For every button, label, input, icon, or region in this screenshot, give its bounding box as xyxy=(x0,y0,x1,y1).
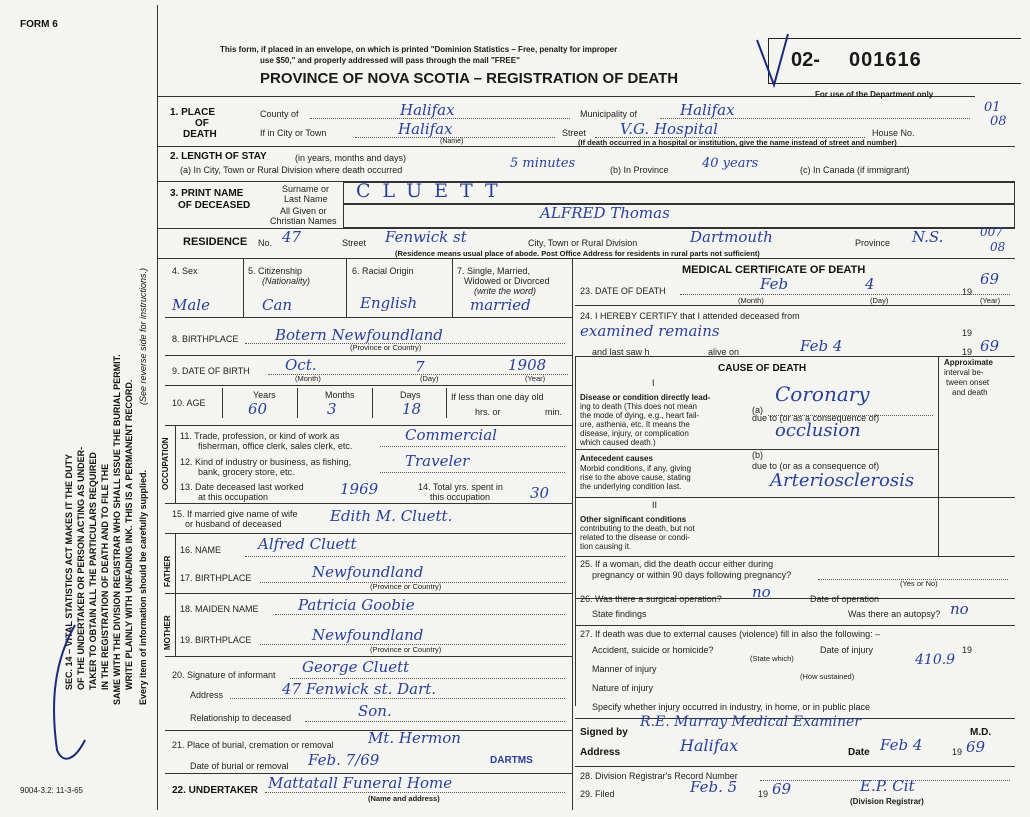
specify-label: Specify whether injury occurred in industry, in home, or in public place xyxy=(592,702,870,712)
age-div-2 xyxy=(372,388,373,418)
interval-label-3: tween onset xyxy=(946,378,990,387)
wife-label-2: or husband of deceased xyxy=(185,519,282,529)
interval-label-1: Approximate xyxy=(944,358,993,367)
form-number: FORM 6 xyxy=(20,19,58,30)
dept-use-label: For use of the Department only xyxy=(815,90,934,99)
industry-label-2: bank, grocery store, etc. xyxy=(198,467,295,477)
death-month: Feb xyxy=(760,275,789,293)
place-label: 1. PLACE xyxy=(170,107,216,118)
res-province-value: N.S. xyxy=(912,228,944,246)
reg-number: 001616 xyxy=(849,49,922,71)
street-label: Street xyxy=(562,128,587,138)
res-code-1: 007 xyxy=(980,225,1003,239)
center-divider xyxy=(572,258,573,810)
rule-r15 xyxy=(165,503,572,504)
marital-value: married xyxy=(470,296,531,314)
marital-label-1: 7. Single, Married, xyxy=(457,266,531,276)
hrs-label: hrs. or xyxy=(475,407,501,417)
antecedent-label-4: the underlying condition last. xyxy=(580,482,682,491)
cause-a2-value: occlusion xyxy=(775,420,861,441)
certify-year-prefix: 19 xyxy=(962,328,973,338)
burial-date-label: Date of burial or removal xyxy=(190,761,289,771)
marital-label-2: Widowed or Divorced xyxy=(464,276,550,286)
trade-value: Commercial xyxy=(405,426,497,444)
side-line7: Every item of information should be carefully supplied. xyxy=(138,469,148,705)
filed-value: Feb. 5 xyxy=(690,778,738,796)
initial-signature xyxy=(45,620,95,770)
birthplace-label: 8. BIRTHPLACE xyxy=(172,334,239,344)
code-value: 410.9 xyxy=(915,652,956,668)
res-note: (Residence means usual place of abode. Post Office Address for residents in rural parts not sufficient) xyxy=(395,249,760,258)
death-day: 4 xyxy=(865,275,875,293)
municipality-label: Municipality of xyxy=(580,109,638,119)
last-saw-date: Feb 4 xyxy=(800,337,843,355)
side-sec14: SEC. 14 – VITAL STATISTICS ACT MAKES IT THE DUTY xyxy=(64,453,74,690)
rule-r16 xyxy=(165,533,572,534)
cert-date-value: Feb 4 xyxy=(880,736,923,754)
burial-place-value: Mt. Hermon xyxy=(368,729,461,747)
res-no-label: No. xyxy=(258,238,273,248)
age-days-label: Days xyxy=(400,390,421,400)
death-year-prefix: 19 xyxy=(962,287,973,297)
county-value: Halifax xyxy=(400,101,455,119)
state-which-label: (State which) xyxy=(750,654,794,663)
cause-b-value: Arteriosclerosis xyxy=(770,470,915,491)
death-date-label: 23. DATE OF DEATH xyxy=(580,286,666,296)
lt-day-label: If less than one day old xyxy=(451,392,544,402)
address-value: Halifax xyxy=(680,736,739,755)
autopsy-value: no xyxy=(950,600,969,618)
stay-label: 2. LENGTH OF STAY xyxy=(170,151,267,162)
disease-label-1: Disease or condition directly lead- xyxy=(580,393,711,402)
dept-code-1: 01 xyxy=(984,100,1001,115)
last-saw-label: and last saw h xyxy=(592,347,650,357)
father-bp-value: Newfoundland xyxy=(312,563,424,581)
woman-label-2: pregnancy or within 90 days following pregnancy? xyxy=(592,570,792,580)
interval-label-4: and death xyxy=(952,388,988,397)
father-bp-sub: (Province or Country) xyxy=(370,582,442,591)
last-worked-value: 1969 xyxy=(340,480,379,498)
cause-bottom xyxy=(575,556,1015,557)
filed-year: 69 xyxy=(772,780,792,798)
sex-value: Male xyxy=(172,296,210,314)
footer-code: 9004-3.2: 11-3-65 xyxy=(20,786,84,795)
form-title: PROVINCE OF NOVA SCOTIA – REGISTRATION OF DEATH xyxy=(260,70,679,87)
dept-code-2: 08 xyxy=(990,114,1007,129)
dob-month: Oct. xyxy=(285,356,317,374)
checkmark-icon xyxy=(752,30,792,90)
father-bp-label: 17. BIRTHPLACE xyxy=(180,573,252,583)
filed-year-prefix: 19 xyxy=(758,789,769,799)
cert-year: 69 xyxy=(966,738,986,756)
accident-label: Accident, suicide or homicide? xyxy=(592,645,714,655)
left-margin-line xyxy=(157,5,158,810)
disease-label-4: ure, asthenia, etc. It means the xyxy=(580,420,690,429)
disease-label-2: ing to death (This does not mean xyxy=(580,402,697,411)
surgery-label: 26. Was there a surgical operation? xyxy=(580,594,722,604)
cause-a-value: Coronary xyxy=(775,382,870,406)
other-label-2: contributing to the death, but not xyxy=(580,524,695,533)
father-side-label: FATHER xyxy=(163,555,172,587)
given-value: ALFRED Thomas xyxy=(540,204,670,222)
registrar-label: 28. Division Registrar's Record Number xyxy=(580,771,738,781)
yes-no-label: (Yes or No) xyxy=(900,579,938,588)
surname-label: Surname or xyxy=(282,184,330,194)
death-month-label: (Month) xyxy=(738,296,764,305)
other-label-3: related to the disease or condi- xyxy=(580,533,690,542)
roman-i: I xyxy=(652,378,655,388)
other-label-4: tion causing it. xyxy=(580,542,632,551)
place-death: DEATH xyxy=(183,129,217,140)
surgery-value: no xyxy=(752,583,771,601)
undertaker-sub: (Name and address) xyxy=(368,794,440,803)
alive-on-label: alive on xyxy=(708,347,740,357)
cert-date-label: Date xyxy=(848,747,870,758)
stay-b-value: 40 years xyxy=(702,156,759,171)
county-label: County of xyxy=(260,109,299,119)
stay-a-value: 5 minutes xyxy=(510,156,576,171)
registration-number-box xyxy=(768,38,1021,84)
stay-c-label: (c) In Canada (if immigrant) xyxy=(800,165,910,175)
house-label: House No. xyxy=(872,128,915,138)
roman-ii: II xyxy=(652,500,658,510)
rule-r20 xyxy=(165,656,572,657)
md-label: M.D. xyxy=(970,727,992,738)
undertaker-value: Mattatall Funeral Home xyxy=(268,774,453,792)
dob-year-label: (Year) xyxy=(525,374,546,383)
rule-r11 xyxy=(165,425,572,426)
injury-date-label: Date of injury xyxy=(820,645,874,655)
industry-value: Traveler xyxy=(405,452,470,470)
col-parents xyxy=(175,533,176,656)
disease-label-3: the mode of dying, e.g., heart fail- xyxy=(580,411,700,420)
signed-label: Signed by xyxy=(580,727,628,738)
mother-bp-value: Newfoundland xyxy=(312,626,424,644)
stay-b-label: (b) In Province xyxy=(610,165,669,175)
last-worked-label-2: at this occupation xyxy=(198,492,269,502)
external-label: 27. If death was due to external causes (violence) fill in also the following: – xyxy=(580,629,881,639)
surname-label-2: Last Name xyxy=(284,194,328,204)
res-street-value: Fenwick st xyxy=(385,228,467,246)
certify-value: examined remains xyxy=(580,322,720,340)
side-line8: (See reverse side for instructions.) xyxy=(138,267,148,405)
injury-year-prefix: 19 xyxy=(962,645,973,655)
total-years-value: 30 xyxy=(530,484,550,502)
cause-title: CAUSE OF DEATH xyxy=(718,363,807,374)
birthplace-sub: (Province or Country) xyxy=(350,343,422,352)
burial-place-label: 21. Place of burial, cremation or removal xyxy=(172,740,334,750)
rule-r18 xyxy=(165,593,572,594)
death-day-label: (Day) xyxy=(870,296,889,305)
mother-side-label: MOTHER xyxy=(163,615,172,650)
city-value: Halifax xyxy=(398,120,453,138)
stay-sub: (in years, months and days) xyxy=(295,153,407,163)
res-city-value: Dartmouth xyxy=(690,228,773,246)
informant-sig-value: George Cluett xyxy=(302,658,410,676)
stay-a-label: (a) In City, Town or Rural Division where death occurred xyxy=(180,165,403,175)
age-label: 10. AGE xyxy=(172,398,206,408)
rel-label: Relationship to deceased xyxy=(190,713,292,723)
res-no-value: 47 xyxy=(282,228,302,246)
cit-label: 5. Citizenship xyxy=(248,266,303,276)
death-year: 69 xyxy=(980,270,1000,288)
given-box xyxy=(343,204,1015,228)
rule-res xyxy=(157,258,1015,259)
place-of: OF xyxy=(195,118,209,129)
op-date-label: Date of operation xyxy=(810,594,880,604)
age-days: 18 xyxy=(402,400,422,418)
cit-sub: (Nationality) xyxy=(262,276,311,286)
disease-label-5: disease, injury, or complication xyxy=(580,429,689,438)
rule-r28 xyxy=(575,766,1015,767)
due-to-label-b: due to (or as a consequence of) xyxy=(752,461,880,471)
name-label-2: OF DECEASED xyxy=(178,200,251,211)
res-code-2: 08 xyxy=(990,240,1006,254)
street-value: V.G. Hospital xyxy=(620,120,718,138)
industry-label-1: 12. Kind of industry or business, as fishing, xyxy=(180,457,352,467)
cause-b-label: (b) xyxy=(752,450,763,460)
disease-label-6: which caused death.) xyxy=(580,438,656,447)
notice-line-2: use $50," and properly addressed will pass through the mail "FREE" xyxy=(260,56,520,65)
antecedent-label-2: Morbid conditions, if any, giving xyxy=(580,464,692,473)
registrar-sig: E.P. Cit xyxy=(860,777,915,795)
registrar-sub: (Division Registrar) xyxy=(850,797,924,806)
notice-line-1: This form, if placed in an envelope, on which is printed "Dominion Statistics – Free, penalty for improper xyxy=(220,45,618,54)
dob-year: 1908 xyxy=(508,356,547,374)
informant-sig-label: 20. Signature of informant xyxy=(172,670,276,680)
sex-label: 4. Sex xyxy=(172,266,198,276)
due-to-label-a: due to (or as a consequence of) xyxy=(752,413,880,423)
informant-addr-label: Address xyxy=(190,690,224,700)
side-line4: IN THE REGISTRATION OF DEATH AND TO FILE THE xyxy=(100,463,110,690)
cause-line-b xyxy=(575,497,1015,498)
marital-label-3: (write the word) xyxy=(474,286,537,296)
res-city-label: City, Town or Rural Division xyxy=(528,238,638,248)
col-occ xyxy=(175,425,176,503)
rule-parent-split xyxy=(175,593,185,594)
given-label: All Given or xyxy=(280,206,327,216)
signed-value: R.E. Murray Medical Examiner xyxy=(640,714,861,730)
mother-bp-label: 19. BIRTHPLACE xyxy=(180,635,252,645)
age-months: 3 xyxy=(327,400,337,418)
manner-label: Manner of injury xyxy=(592,664,657,674)
undertaker-label: 22. UNDERTAKER xyxy=(172,785,258,796)
maiden-value: Patricia Goobie xyxy=(298,596,415,614)
dob-day: 7 xyxy=(415,358,425,376)
dob-day-label: (Day) xyxy=(420,374,439,383)
rule-r27 xyxy=(575,625,1015,626)
city-label: If in City or Town xyxy=(260,128,327,138)
address-label: Address xyxy=(580,747,621,758)
other-label-1: Other significant conditions xyxy=(580,515,687,524)
hospital-note: (If death occurred in a hospital or institution, give the name instead of street and number) xyxy=(578,138,897,147)
rule-r10 xyxy=(165,385,572,386)
maiden-label: 18. MAIDEN NAME xyxy=(180,604,259,614)
col-race xyxy=(452,258,453,317)
autopsy-label: Was there an autopsy? xyxy=(848,609,941,619)
surname-value: CLUETT xyxy=(356,180,510,202)
last-worked-label-1: 13. Date deceased last worked xyxy=(180,482,304,492)
death-year-label: (Year) xyxy=(980,296,1001,305)
wife-value: Edith M. Cluett. xyxy=(330,507,453,525)
trade-label-2: fisherman, office clerk, sales clerk, etc. xyxy=(198,441,353,451)
cause-a-label: (a) xyxy=(752,405,763,415)
given-label-2: Christian Names xyxy=(270,216,337,226)
city-name-label: (Name) xyxy=(440,138,464,145)
wife-label-1: 15. If married give name of wife xyxy=(172,509,298,519)
res-province-label: Province xyxy=(855,238,891,248)
residence-label: RESIDENCE xyxy=(183,236,248,248)
age-div-3 xyxy=(446,388,447,418)
cit-value: Can xyxy=(262,296,293,314)
age-div-1 xyxy=(297,388,298,418)
age-years: 60 xyxy=(248,400,268,418)
interval-label-2: interval be- xyxy=(944,368,984,377)
informant-addr-value: 47 Fenwick st. Dart. xyxy=(282,680,437,698)
antecedent-label-1: Antecedent causes xyxy=(580,454,653,463)
woman-label-1: 25. If a woman, did the death occur either during xyxy=(580,559,774,569)
name-label-1: 3. PRINT NAME xyxy=(170,188,244,199)
racial-value: English xyxy=(360,294,418,312)
total-years-label-2: this occupation xyxy=(430,492,491,502)
trade-label-1: 11. Trade, profession, or kind of work as xyxy=(180,431,340,441)
filed-label: 29. Filed xyxy=(580,789,615,799)
rel-value: Son. xyxy=(358,702,392,720)
racial-label: 6. Racial Origin xyxy=(352,266,414,276)
nature-label: Nature of injury xyxy=(592,683,654,693)
birthplace-value: Botern Newfoundland xyxy=(275,326,443,344)
age-months-label: Months xyxy=(325,390,355,400)
cert-year-prefix: 19 xyxy=(952,747,963,757)
min-label: min. xyxy=(545,407,563,417)
res-street-label: Street xyxy=(342,238,367,248)
cause-left xyxy=(575,356,576,706)
last-saw-year-prefix: 19 xyxy=(962,347,973,357)
total-years-label-1: 14. Total yrs. spent in xyxy=(418,482,503,492)
certify-label: 24. I HEREBY CERTIFY that I attended deceased from xyxy=(580,311,800,321)
how-sustained-label: (How sustained) xyxy=(800,672,855,681)
last-saw-year: 69 xyxy=(980,337,1000,355)
dob-label: 9. DATE OF BIRTH xyxy=(172,366,250,376)
reg-prefix: 02- xyxy=(791,49,820,71)
burial-date-value: Feb. 7/69 xyxy=(308,751,380,769)
side-line5: SAME WITH THE DIVISION REGISTRAR WHO SHALL ISSUE THE BURIAL PERMIT. xyxy=(112,354,122,705)
age-years-label: Years xyxy=(253,390,276,400)
medical-title: MEDICAL CERTIFICATE OF DEATH xyxy=(682,264,866,276)
col-cit xyxy=(346,258,347,317)
mother-bp-sub: (Province or Country) xyxy=(370,645,442,654)
municipality-value: Halifax xyxy=(680,101,735,119)
rule-r8 xyxy=(165,317,572,318)
father-name-label: 16. NAME xyxy=(180,545,222,555)
cause-right xyxy=(938,356,939,556)
occupation-side-label: OCCUPATION xyxy=(161,437,170,490)
dob-month-label: (Month) xyxy=(295,374,321,383)
rule-24 xyxy=(575,305,1015,306)
antecedent-label-3: rise to the above cause, stating xyxy=(580,473,691,482)
side-line3: TAKER TO OBTAIN ALL THE PARTICULARS REQUIRED xyxy=(88,452,98,690)
side-line6: WRITE PLAINLY WITH UNFADING INK. THIS IS A PERMANENT RECORD. xyxy=(124,379,134,690)
side-line2: OF THE UNDERTAKER OR PERSON ACTING AS UNDER- xyxy=(76,446,86,690)
father-name-value: Alfred Cluett xyxy=(258,535,357,553)
findings-label: State findings xyxy=(592,609,647,619)
burial-town: DARTMS xyxy=(490,755,533,766)
col-sex xyxy=(243,258,244,317)
